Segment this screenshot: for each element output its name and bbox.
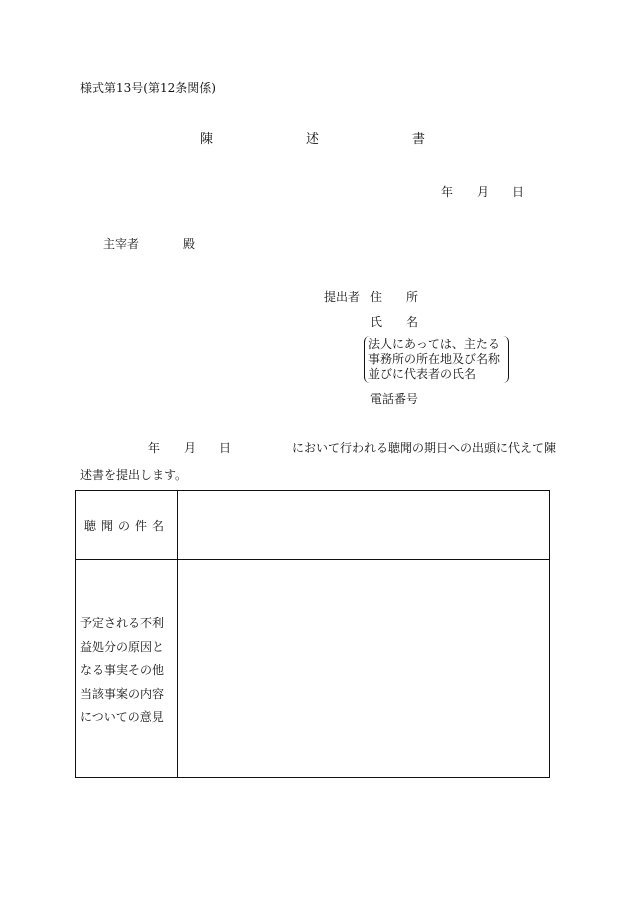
opinion-label-line: なる事実その他 <box>80 663 165 677</box>
corporate-note-line: 事務所の所在地及び名称 <box>368 352 501 366</box>
opinion-label <box>80 612 176 730</box>
table-divider <box>76 559 549 560</box>
hearing-year: 年 <box>148 441 161 455</box>
submitter-phone-label: 電話番号 <box>370 392 419 406</box>
submitter-label: 提出者 <box>324 290 361 304</box>
statement-line: において行われる聴聞の期日への出頭に代えて陳 <box>292 441 557 455</box>
corporate-note-line: 法人にあっては、主たる <box>368 337 500 351</box>
opinion-label-line: 予定される不利 <box>80 616 165 630</box>
corporate-note-line: 並びに代表者の氏名 <box>368 367 477 381</box>
hearing-case-name-label: 聴聞の件名 <box>83 518 169 533</box>
addressee-honorific: 殿 <box>183 237 196 251</box>
opinion-label-line: 当該事案の内容 <box>80 686 165 701</box>
hearing-day: 日 <box>219 441 232 455</box>
statement-table <box>75 490 550 778</box>
opinion-label-line: についての意見 <box>80 710 164 724</box>
table-divider <box>177 491 178 777</box>
title-char: 述 <box>306 132 320 147</box>
title-char: 陳 <box>200 132 214 147</box>
date-day: 日 <box>512 185 525 199</box>
submitter-name-label: 氏 名 <box>370 315 419 329</box>
submitter-address-label: 住 所 <box>370 290 419 304</box>
date-month: 月 <box>477 185 490 199</box>
hearing-month: 月 <box>184 441 197 455</box>
opinion-label-line: 益処分の原因と <box>80 639 165 654</box>
title-char: 書 <box>412 132 426 147</box>
statement-line: 述書を提出します。 <box>80 468 188 482</box>
date-year: 年 <box>441 185 454 199</box>
form-number: 様式第13号(第12条関係) <box>80 81 216 95</box>
addressee-role: 主宰者 <box>103 237 140 251</box>
